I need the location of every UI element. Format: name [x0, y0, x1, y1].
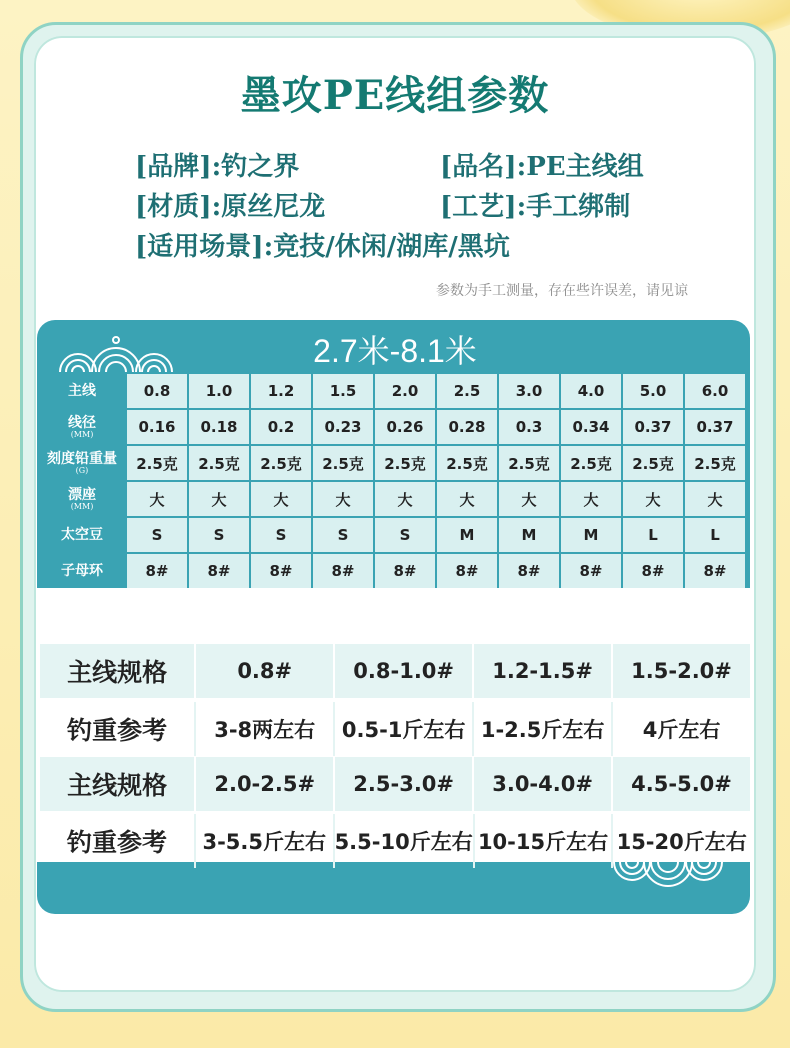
spec-cell: 0.23 [313, 410, 373, 444]
weight-row-label: 主线规格 [67, 658, 168, 687]
weight-cell: 4斤左右 [611, 702, 750, 756]
weight-row [40, 702, 750, 756]
spec-cell: L [685, 518, 745, 552]
spec-cell: 0.37 [623, 410, 683, 444]
spec-cell: 0.2 [251, 410, 311, 444]
craft-info: [工艺]:手工绑制 [440, 192, 631, 222]
spec-cell: 大 [313, 482, 373, 516]
spec-cell: 0.34 [561, 410, 621, 444]
spec-row [39, 482, 745, 516]
spec-cell: 0.37 [685, 410, 745, 444]
spec-cell: 大 [127, 482, 187, 516]
spec-cell: 3.0 [499, 374, 559, 408]
spec-cell: 大 [437, 482, 497, 516]
weight-row-label: 钓重参考 [67, 716, 168, 745]
spec-cell: 0.26 [375, 410, 435, 444]
spec-row-label: 刻度铅重量 (G) [39, 446, 125, 480]
weight-cell: 5.5-10斤左右 [333, 814, 473, 868]
weight-cell: 2.5-3.0# [333, 757, 472, 811]
spec-cell: 2.5克 [499, 446, 559, 480]
spec-cell: 4.0 [561, 374, 621, 408]
weight-cell: 1-2.5斤左右 [472, 702, 611, 756]
spec-cell: 2.5克 [375, 446, 435, 480]
spec-cell: 2.5克 [127, 446, 187, 480]
spec-cell: 8# [561, 554, 621, 588]
spec-cell: 0.16 [127, 410, 187, 444]
page-title: 墨攻PE线组参数 [240, 72, 550, 119]
spec-cell: 2.5克 [685, 446, 745, 480]
spec-cell: 大 [685, 482, 745, 516]
spec-cell: 大 [189, 482, 249, 516]
spec-cell: 8# [189, 554, 249, 588]
spec-cell: M [437, 518, 497, 552]
spec-cell: 8# [437, 554, 497, 588]
spec-cell: S [251, 518, 311, 552]
spec-cell: 0.3 [499, 410, 559, 444]
spec-row-label: 太空豆 [39, 518, 125, 552]
weight-cell: 3.0-4.0# [472, 757, 611, 811]
spec-cell: 大 [561, 482, 621, 516]
weight-row [40, 814, 750, 868]
spec-cell: 8# [375, 554, 435, 588]
weight-row-label: 主线规格 [67, 771, 168, 800]
spec-row-unit: (MM) [70, 501, 94, 511]
scene-info: [适用场景]:竞技/休闲/湖库/黑坑 [135, 232, 510, 262]
weight-row [40, 644, 750, 698]
spec-cell: S [375, 518, 435, 552]
weight-cell: 4.5-5.0# [611, 757, 750, 811]
spec-cell: 8# [251, 554, 311, 588]
spec-row [39, 410, 745, 444]
spec-cell: 2.5克 [437, 446, 497, 480]
weight-cell: 0.8# [194, 644, 333, 698]
weight-cell: 3-5.5斤左右 [194, 814, 333, 868]
spec-cell: 8# [127, 554, 187, 588]
weight-cell: 2.0-2.5# [194, 757, 333, 811]
material-info: [材质]:原丝尼龙 [135, 192, 326, 222]
spec-cell: M [561, 518, 621, 552]
spec-row [39, 554, 745, 588]
spec-row [39, 518, 745, 552]
spec-cell: M [499, 518, 559, 552]
weight-cell: 1.5-2.0# [611, 644, 750, 698]
spec-cell: 2.5克 [623, 446, 683, 480]
spec-cell: 大 [499, 482, 559, 516]
spec-cell: 大 [251, 482, 311, 516]
spec-cell: S [313, 518, 373, 552]
weight-cell: 0.5-1斤左右 [333, 702, 472, 756]
weight-cell: 10-15斤左右 [473, 814, 612, 868]
spec-cell: 2.5 [437, 374, 497, 408]
spec-cell: 8# [499, 554, 559, 588]
spec-cell: 2.5克 [189, 446, 249, 480]
spec-table [37, 372, 747, 590]
measurement-note: 参数为手工测量，存在些许误差，请见谅 [436, 283, 688, 299]
spec-cell: 8# [313, 554, 373, 588]
spec-row-unit: (MM) [70, 429, 94, 439]
spec-cell: 5.0 [623, 374, 683, 408]
spec-row-label: 主线 [39, 374, 125, 408]
brand-info: [品牌]:钓之界 [135, 152, 300, 182]
spec-cell: S [189, 518, 249, 552]
spec-cell: 0.8 [127, 374, 187, 408]
weight-row [40, 757, 750, 811]
spec-cell: 2.0 [375, 374, 435, 408]
spec-cell: S [127, 518, 187, 552]
product-name-info: [品名]:PE主线组 [440, 152, 644, 182]
spec-row-label: 漂座 (MM) [39, 482, 125, 516]
spec-cell: 1.5 [313, 374, 373, 408]
weight-cell: 0.8-1.0# [333, 644, 472, 698]
spec-cell: 大 [623, 482, 683, 516]
spec-cell: L [623, 518, 683, 552]
spec-cell: 6.0 [685, 374, 745, 408]
weight-cell: 3-8两左右 [194, 702, 333, 756]
spec-row [39, 446, 745, 480]
weight-cell: 15-20斤左右 [611, 814, 750, 868]
spec-row-label: 子母环 [39, 554, 125, 588]
spec-cell: 0.28 [437, 410, 497, 444]
spec-cell: 8# [685, 554, 745, 588]
spec-cell: 8# [623, 554, 683, 588]
spec-cell: 1.2 [251, 374, 311, 408]
spec-table-heading: 2.7米-8.1米 [313, 333, 477, 369]
spec-cell: 大 [375, 482, 435, 516]
spec-cell: 2.5克 [251, 446, 311, 480]
weight-row-label: 钓重参考 [66, 828, 167, 857]
spec-cell: 2.5克 [313, 446, 373, 480]
spec-row-unit: (G) [75, 465, 89, 475]
spec-row [39, 374, 745, 408]
spec-cell: 0.18 [189, 410, 249, 444]
spec-cell: 1.0 [189, 374, 249, 408]
weight-cell: 1.2-1.5# [472, 644, 611, 698]
spec-cell: 2.5克 [561, 446, 621, 480]
spec-row-label: 线径 (MM) [39, 410, 125, 444]
